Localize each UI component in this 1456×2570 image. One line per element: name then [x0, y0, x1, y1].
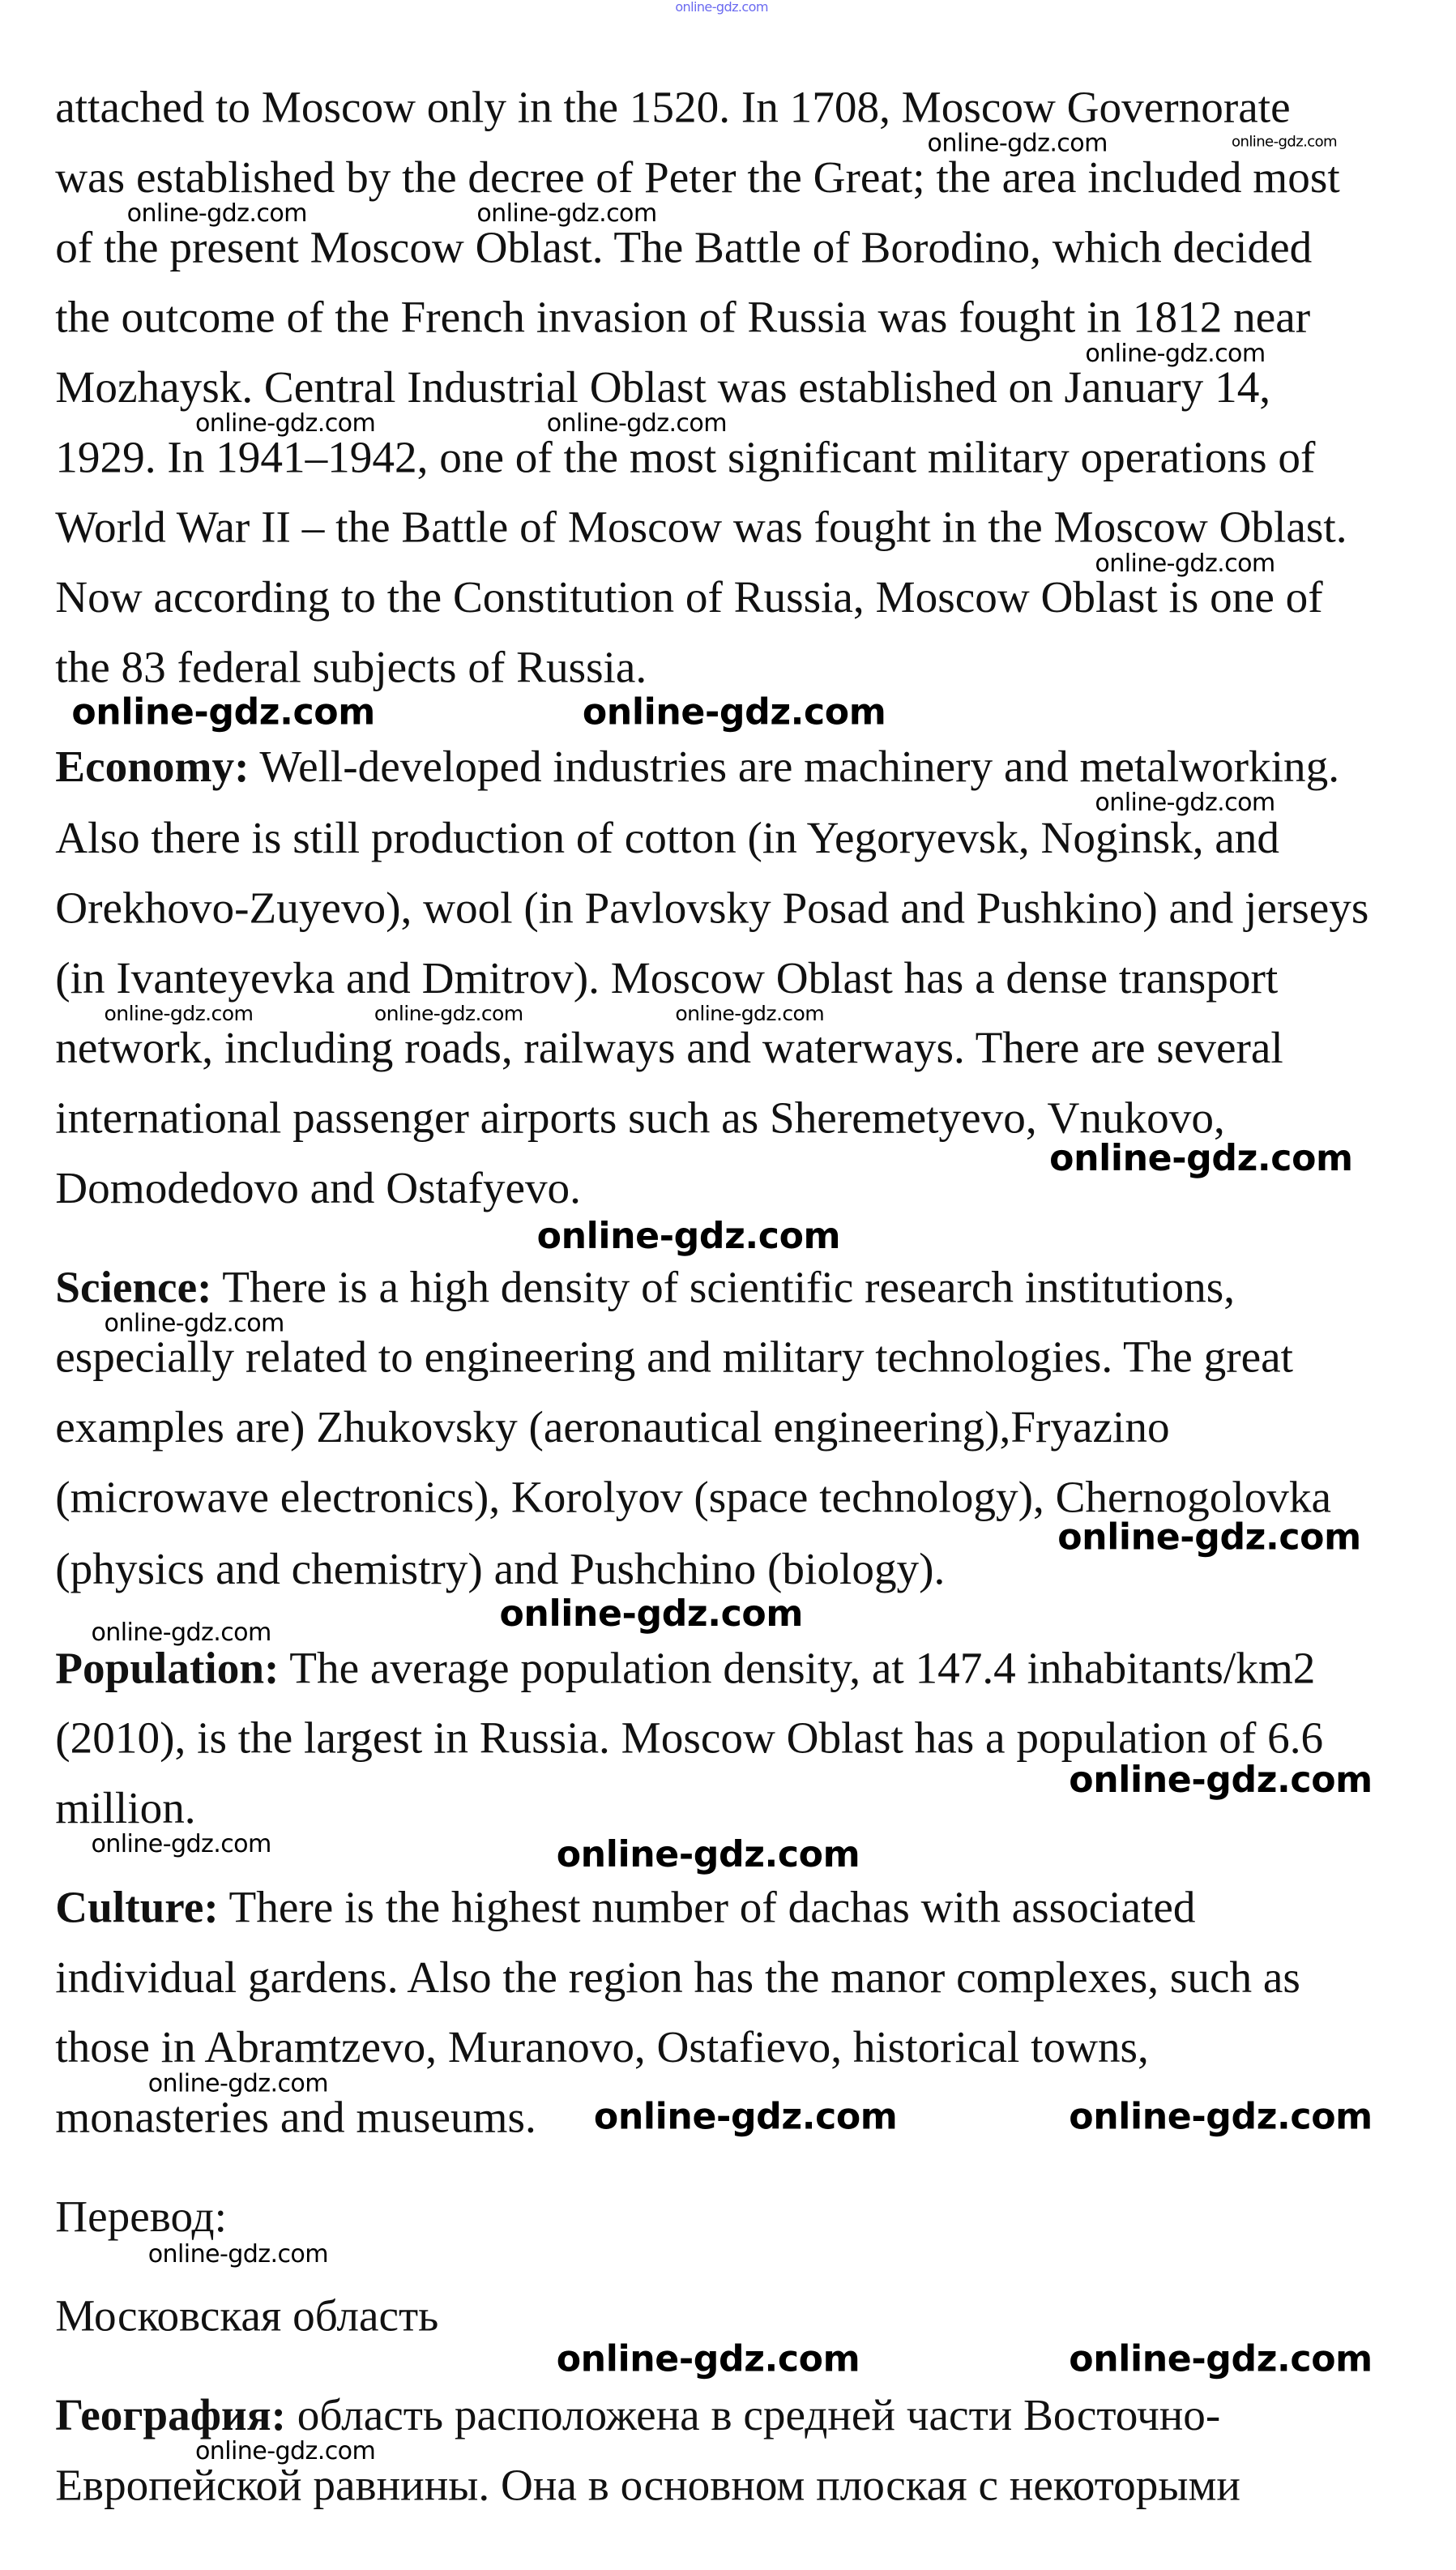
text-line: the outcome of the French invasion of Russia was fought in 1812 near	[55, 291, 1311, 342]
text-line: Also there is still production of cotton (in Yegoryevsk, Noginsk, and	[55, 811, 1280, 863]
text-line: the 83 federal subjects of Russia.	[55, 641, 647, 692]
translation-title: Московская область	[55, 2290, 439, 2341]
text-line: World War II – the Battle of Moscow was fought in the Moscow Oblast.	[55, 501, 1347, 552]
watermark: online-gdz.com	[1232, 135, 1338, 152]
text-line: international passenger airports such as Sheremetyevo, Vnukovo,	[55, 1092, 1225, 1143]
watermark: online-gdz.com	[1095, 548, 1275, 578]
text-line: million.	[55, 1781, 196, 1833]
watermark: online-gdz.com	[536, 1217, 841, 1259]
science-heading: Science:	[55, 1261, 212, 1312]
text-line: There is the highest number of dachas with associated	[218, 1881, 1196, 1932]
text-line: There is a high density of scientific research institutions,	[211, 1261, 1236, 1312]
watermark: online-gdz.com	[1057, 1518, 1361, 1559]
text-line: Orekhovo-Zuyevo), wool (in Pavlovsky Posad and Pushkino) and jerseys	[55, 882, 1369, 933]
population-first-line	[55, 1642, 1316, 1693]
text-line: was established by the decree of Peter the Great; the area included most	[55, 151, 1340, 202]
text-line: 1929. In 1941–1942, one of the most significant military operations of	[55, 431, 1316, 482]
text-line: Европейской равнины. Она в основном плоская с некоторыми	[55, 2459, 1241, 2510]
watermark: online-gdz.com	[476, 198, 657, 229]
watermark: online-gdz.com	[1085, 338, 1266, 368]
watermark: online-gdz.com	[147, 2068, 329, 2098]
watermark: online-gdz.com	[374, 1000, 523, 1026]
text-line: attached to Moscow only in the 1520. In 1708, Moscow Governorate	[55, 81, 1291, 132]
watermark: online-gdz.com	[194, 408, 376, 438]
text-line: Well-developed industries are machinery and metalworking.	[249, 740, 1340, 791]
watermark: online-gdz.com	[556, 1836, 860, 1877]
watermark: online-gdz.com	[675, 0, 768, 15]
text-line: those in Abramtzevo, Muranovo, Ostafievo, historical towns,	[55, 2021, 1149, 2072]
text-line: individual gardens. Also the region has the manor complexes, such as	[55, 1951, 1300, 2002]
watermark: online-gdz.com	[147, 2239, 329, 2269]
watermark: online-gdz.com	[556, 2340, 860, 2381]
economy-first-line	[55, 740, 1340, 791]
text-line: network, including roads, railways and waterways. There are several	[55, 1022, 1283, 1073]
watermark: online-gdz.com	[194, 2435, 376, 2466]
watermark: online-gdz.com	[91, 1828, 271, 1859]
geography-first-line	[55, 2388, 1221, 2440]
text-line: especially related to engineering and military technologies. The great	[55, 1331, 1293, 1382]
text-line: (microwave electronics), Korolyov (space technology), Chernogolovka	[55, 1471, 1332, 1522]
text-line: (physics and chemistry) and Pushchino (biology).	[55, 1542, 946, 1593]
watermark: online-gdz.com	[71, 693, 375, 734]
translation-label: Перевод:	[55, 2190, 227, 2242]
science-first-line	[55, 1261, 1236, 1312]
watermark: online-gdz.com	[582, 693, 886, 734]
watermark: online-gdz.com	[1069, 2097, 1373, 2139]
text-line: Domodedovo and Ostafyevo.	[55, 1161, 581, 1212]
watermark: online-gdz.com	[126, 198, 307, 229]
watermark: online-gdz.com	[1069, 2340, 1373, 2381]
watermark: online-gdz.com	[593, 2097, 898, 2139]
watermark: online-gdz.com	[104, 1000, 254, 1026]
text-line: (2010), is the largest in Russia. Moscow Oblast has a population of 6.6	[55, 1712, 1324, 1763]
text-line: The average population density, at 147.4 inhabitants/km2	[279, 1642, 1316, 1693]
geography-heading: География:	[55, 2388, 287, 2440]
watermark: online-gdz.com	[91, 1617, 271, 1648]
text-line: Mozhaysk. Central Industrial Oblast was established on January 14,	[55, 361, 1271, 413]
culture-heading: Culture:	[55, 1881, 219, 1932]
watermark: online-gdz.com	[1095, 787, 1275, 818]
watermark: online-gdz.com	[675, 1000, 825, 1026]
population-heading: Population:	[55, 1642, 280, 1693]
text-line: Now according to the Constitution of Russia, Moscow Oblast is one of	[55, 571, 1323, 622]
watermark: online-gdz.com	[927, 128, 1108, 158]
text-line: (in Ivanteyevka and Dmitrov). Moscow Oblast has a dense transport	[55, 951, 1279, 1003]
watermark: online-gdz.com	[104, 1308, 284, 1338]
text-line: monasteries and museums.	[55, 2091, 536, 2142]
culture-first-line	[55, 1881, 1196, 1932]
watermark: online-gdz.com	[1069, 1760, 1373, 1802]
text-line: examples are) Zhukovsky (aeronautical engineering),Fryazino	[55, 1400, 1170, 1452]
text-line: of the present Moscow Oblast. The Battle of Borodino, which decided	[55, 221, 1313, 272]
watermark: online-gdz.com	[499, 1594, 803, 1636]
watermark: online-gdz.com	[546, 408, 727, 438]
economy-heading: Economy:	[55, 740, 250, 791]
text-line: область расположена в средней части Восточно-	[286, 2388, 1221, 2440]
watermark: online-gdz.com	[1049, 1139, 1353, 1180]
